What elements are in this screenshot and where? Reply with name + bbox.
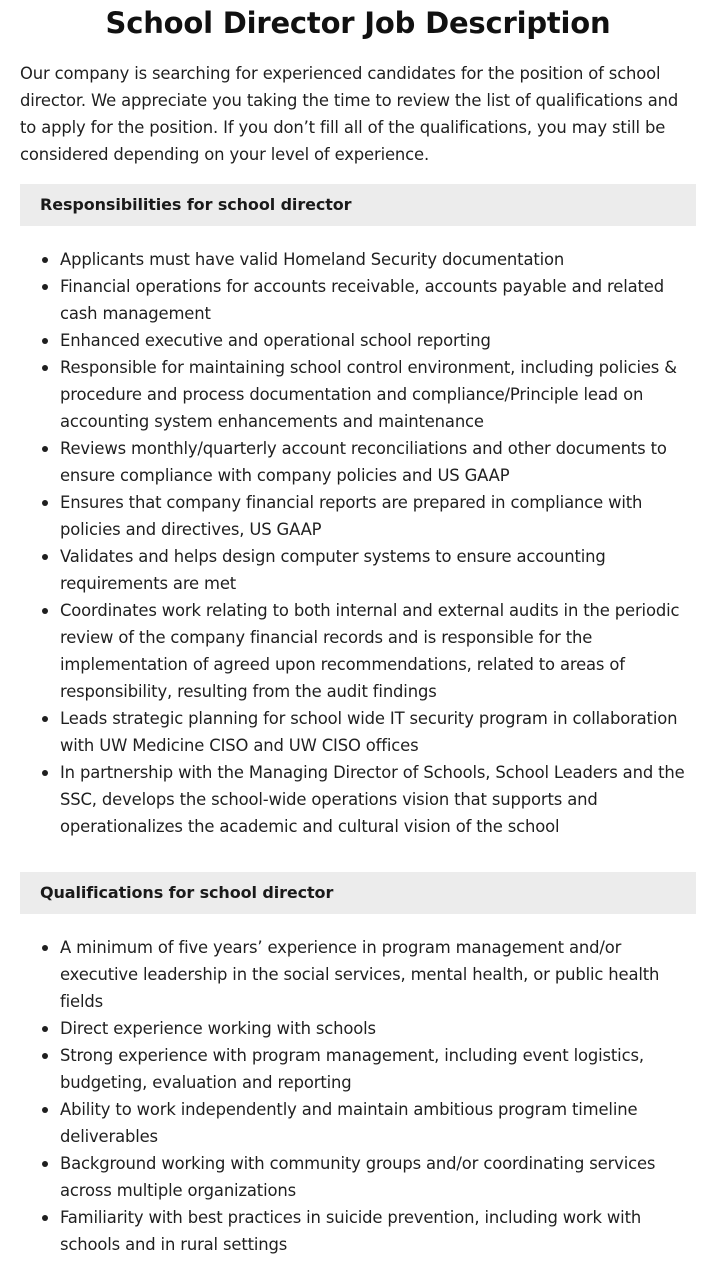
list-item: Familiarity with best practices in suicide prevention, including work with schools and in rural settings [60, 1204, 696, 1258]
list-item: Background working with community groups and/or coordinating services across multiple organizations [60, 1150, 696, 1204]
list-item: Ability to work independently and maintain ambitious program timeline deliverables [60, 1096, 696, 1150]
qualifications-heading: Qualifications for school director [20, 872, 696, 914]
list-item: Applicants must have valid Homeland Security documentation [60, 246, 696, 273]
responsibilities-list [20, 246, 696, 840]
list-item: Strong experience with program management, including event logistics, budgeting, evaluation and reporting [60, 1042, 696, 1096]
page-title: School Director Job Description [105, 6, 611, 40]
list-item: Direct experience working with schools [60, 1015, 696, 1042]
list-item: Coordinates work relating to both internal and external audits in the periodic review of the company financial records and is responsible for the implementation of agreed upon recommendations, related to areas of responsibility, resulting from the audit findings [60, 597, 696, 705]
list-item: Financial operations for accounts receivable, accounts payable and related cash management [60, 273, 696, 327]
responsibilities-heading: Responsibilities for school director [20, 184, 696, 226]
list-item: In partnership with the Managing Director of Schools, School Leaders and the SSC, develops the school-wide operations vision that supports and operationalizes the academic and cultural vision of the school [60, 759, 696, 840]
list-item: Responsible for maintaining school control environment, including policies & procedure and process documentation and compliance/Principle lead on accounting system enhancements and maintenance [60, 354, 696, 435]
list-item: Validates and helps design computer systems to ensure accounting requirements are met [60, 543, 696, 597]
list-item: Leads strategic planning for school wide IT security program in collaboration with UW Medicine CISO and UW CISO offices [60, 705, 696, 759]
list-item: Enhanced executive and operational school reporting [60, 327, 696, 354]
intro-paragraph: Our company is searching for experienced candidates for the position of school director. We appreciate you taking the time to review the list of qualifications and to apply for the position. If you don’t fill all of the qualifications, you may still be considered depending on your level of experience. [20, 64, 679, 164]
list-item: Reviews monthly/quarterly account reconciliations and other documents to ensure compliance with company policies and US GAAP [60, 435, 696, 489]
list-item: A minimum of five years’ experience in program management and/or executive leadership in the social services, mental health, or public health fields [60, 934, 696, 1015]
list-item: Ensures that company financial reports are prepared in compliance with policies and directives, US GAAP [60, 489, 696, 543]
qualifications-list [20, 934, 696, 1258]
